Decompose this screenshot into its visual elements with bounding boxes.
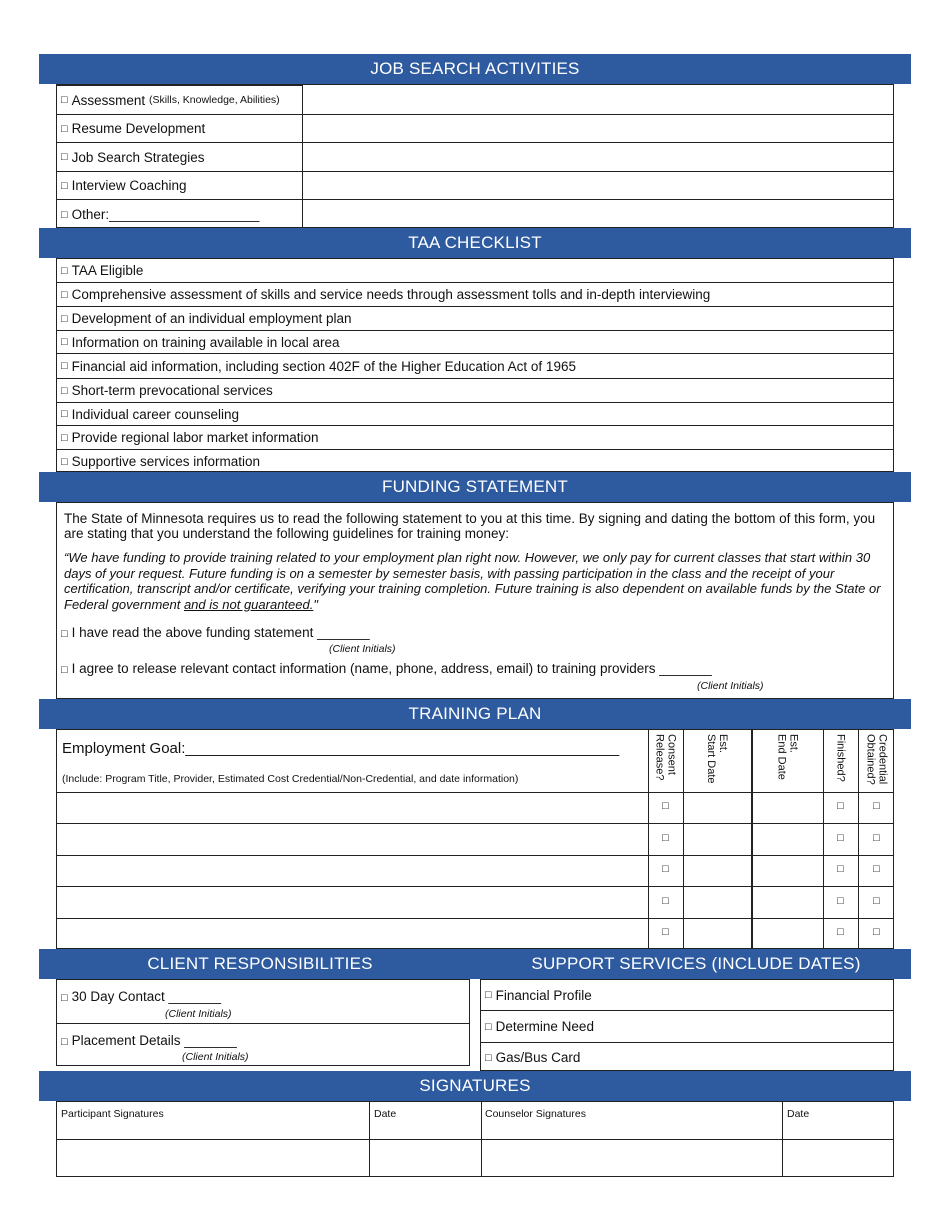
- credential-checkbox[interactable]: □: [873, 832, 880, 844]
- signatures-header: SIGNATURES: [39, 1071, 911, 1101]
- checkbox-icon[interactable]: □: [61, 628, 68, 640]
- funding-quote: “We have funding to provide training related to your employment plan right now. However, we only pay for current classes that start within 30 days of your request. Future funding is on a semester by semester basis, with passing participation in the class and the receipt of your certification, transcript and/or certificate, verifying your training completion. Future training is also dependent on available funds by the State or Federal government and is not guaranteed.": [64, 550, 881, 612]
- support-services-box: [480, 979, 894, 1071]
- include-note: (Include: Program Title, Provider, Estimated Cost Credential/Non-Credential, and date information): [62, 773, 519, 785]
- checkbox-icon[interactable]: □: [485, 989, 492, 1001]
- finished-checkbox[interactable]: □: [837, 832, 844, 844]
- taa-item[interactable]: □ Financial aid information, including section 402F of the Higher Education Act of 1965: [57, 353, 893, 378]
- support-item-financial-profile[interactable]: □ Financial Profile: [485, 987, 592, 1003]
- taa-item[interactable]: □ Information on training available in local area: [57, 330, 893, 353]
- training-row-divider: [57, 886, 893, 887]
- funding-statement-box: [56, 502, 894, 699]
- support-item-determine-need[interactable]: □ Determine Need: [481, 1010, 893, 1042]
- responsibilities-support-header: [39, 949, 911, 979]
- checkbox-icon[interactable]: □: [61, 992, 68, 1004]
- taa-item[interactable]: □ TAA Eligible: [61, 263, 144, 278]
- checkbox-icon[interactable]: □: [61, 384, 68, 397]
- consent-checkbox[interactable]: □: [662, 895, 669, 907]
- consent-checkbox[interactable]: □: [662, 832, 669, 844]
- checkbox-icon[interactable]: □: [61, 1036, 68, 1048]
- checkbox-icon[interactable]: □: [61, 336, 68, 348]
- checkbox-icon[interactable]: □: [61, 288, 68, 301]
- support-item-gas-bus-card[interactable]: □ Gas/Bus Card: [481, 1042, 893, 1072]
- finished-checkbox[interactable]: □: [837, 800, 844, 812]
- counselor-date-label: Date: [787, 1108, 810, 1120]
- employment-goal[interactable]: Employment Goal:____________________________________________________: [62, 740, 620, 757]
- credential-checkbox[interactable]: □: [873, 800, 880, 812]
- checkbox-icon[interactable]: □: [61, 664, 68, 676]
- checkbox-icon[interactable]: □: [61, 408, 68, 420]
- counselor-signatures-label: Counselor Signatures: [485, 1108, 586, 1120]
- checkbox-icon[interactable]: □: [61, 151, 68, 163]
- credential-checkbox[interactable]: □: [873, 926, 880, 938]
- training-row-divider: [57, 823, 893, 824]
- checkbox-icon[interactable]: □: [61, 431, 68, 444]
- job-search-table: [56, 84, 894, 228]
- checkbox-icon[interactable]: □: [61, 122, 68, 135]
- client-responsibilities-title: CLIENT RESPONSIBILITIES: [147, 954, 373, 973]
- consent-checkbox[interactable]: □: [662, 926, 669, 938]
- taa-item[interactable]: □ Comprehensive assessment of skills and service needs through assessment tolls and in-depth interviewing: [57, 282, 893, 306]
- training-plan-table: [56, 729, 894, 949]
- checkbox-icon[interactable]: □: [61, 360, 68, 372]
- counselor-signature-field[interactable]: [482, 1140, 782, 1178]
- client-initials-label: (Client Initials): [329, 643, 396, 655]
- finished-checkbox[interactable]: □: [837, 863, 844, 875]
- funding-check-release[interactable]: □ I agree to release relevant contact information (name, phone, address, email) to training providers _______: [61, 661, 712, 676]
- checkbox-icon[interactable]: □: [61, 94, 68, 106]
- col-consent-release: Consent Release?: [653, 734, 678, 781]
- consent-checkbox[interactable]: □: [662, 863, 669, 875]
- client-initials-label: (Client Initials): [697, 680, 764, 692]
- job-search-header: JOB SEARCH ACTIVITIES: [39, 54, 911, 84]
- checkbox-icon[interactable]: □: [485, 1020, 492, 1033]
- taa-item[interactable]: □ Development of an individual employment plan: [57, 306, 893, 330]
- checkbox-icon[interactable]: □: [61, 264, 68, 277]
- job-search-item-strategies[interactable]: □ Job Search Strategies: [57, 142, 893, 171]
- job-search-item-resume[interactable]: □ Resume Development: [57, 114, 893, 142]
- taa-item[interactable]: □ Individual career counseling: [57, 402, 893, 425]
- client-initials-label: (Client Initials): [182, 1051, 249, 1063]
- client-responsibilities-box: [56, 979, 470, 1066]
- funding-intro: The State of Minnesota requires us to read the following statement to you at this time. By signing and dating the bottom of this form, you are stating that you understand the following guidelines for training money:: [64, 511, 876, 541]
- training-plan-header: TRAINING PLAN: [39, 699, 911, 729]
- taa-item[interactable]: □ Supportive services information: [57, 449, 893, 473]
- col-est-end-date: Est. End Date: [775, 734, 800, 780]
- placement-details[interactable]: □ Placement Details _______: [61, 1033, 237, 1048]
- thirty-day-contact[interactable]: □ 30 Day Contact _______: [61, 989, 222, 1004]
- checkbox-icon[interactable]: □: [61, 455, 68, 468]
- col-credential-obtained: Credential Obtained?: [864, 734, 889, 785]
- taa-checklist-header: TAA CHECKLIST: [39, 228, 911, 258]
- finished-checkbox[interactable]: □: [837, 926, 844, 938]
- training-row-divider: [57, 918, 893, 919]
- signatures-table: [56, 1101, 894, 1177]
- col-est-start-date: Est. Start Date: [705, 734, 729, 784]
- job-search-item-other[interactable]: □ Other:____________________: [57, 199, 893, 229]
- checkbox-icon[interactable]: □: [61, 208, 68, 221]
- credential-checkbox[interactable]: □: [873, 863, 880, 875]
- participant-date-field[interactable]: [370, 1140, 481, 1178]
- client-initials-label: (Client Initials): [165, 1008, 232, 1020]
- taa-checklist-table: [56, 258, 894, 472]
- finished-checkbox[interactable]: □: [837, 895, 844, 907]
- training-row-divider: [57, 855, 893, 856]
- checkbox-icon[interactable]: □: [61, 179, 68, 192]
- checkbox-icon[interactable]: □: [61, 312, 68, 325]
- taa-item[interactable]: □ Provide regional labor market information: [57, 425, 893, 449]
- credential-checkbox[interactable]: □: [873, 895, 880, 907]
- participant-date-label: Date: [374, 1108, 397, 1120]
- funding-check-read[interactable]: □ I have read the above funding statement _______: [61, 625, 370, 640]
- funding-statement-header: FUNDING STATEMENT: [39, 472, 911, 502]
- training-row-divider: [57, 792, 893, 793]
- job-search-item-assessment[interactable]: □ Assessment (Skills, Knowledge, Abilities): [57, 85, 303, 114]
- participant-signature-field[interactable]: [57, 1140, 369, 1178]
- checkbox-icon[interactable]: □: [485, 1051, 492, 1064]
- col-finished: Finished?: [834, 734, 847, 782]
- support-services-title: SUPPORT SERVICES (INCLUDE DATES): [531, 954, 861, 973]
- job-search-item-interview[interactable]: □ Interview Coaching: [57, 171, 893, 199]
- consent-checkbox[interactable]: □: [662, 800, 669, 812]
- counselor-date-field[interactable]: [783, 1140, 893, 1178]
- participant-signatures-label: Participant Signatures: [61, 1108, 164, 1120]
- taa-item[interactable]: □ Short-term prevocational services: [57, 378, 893, 402]
